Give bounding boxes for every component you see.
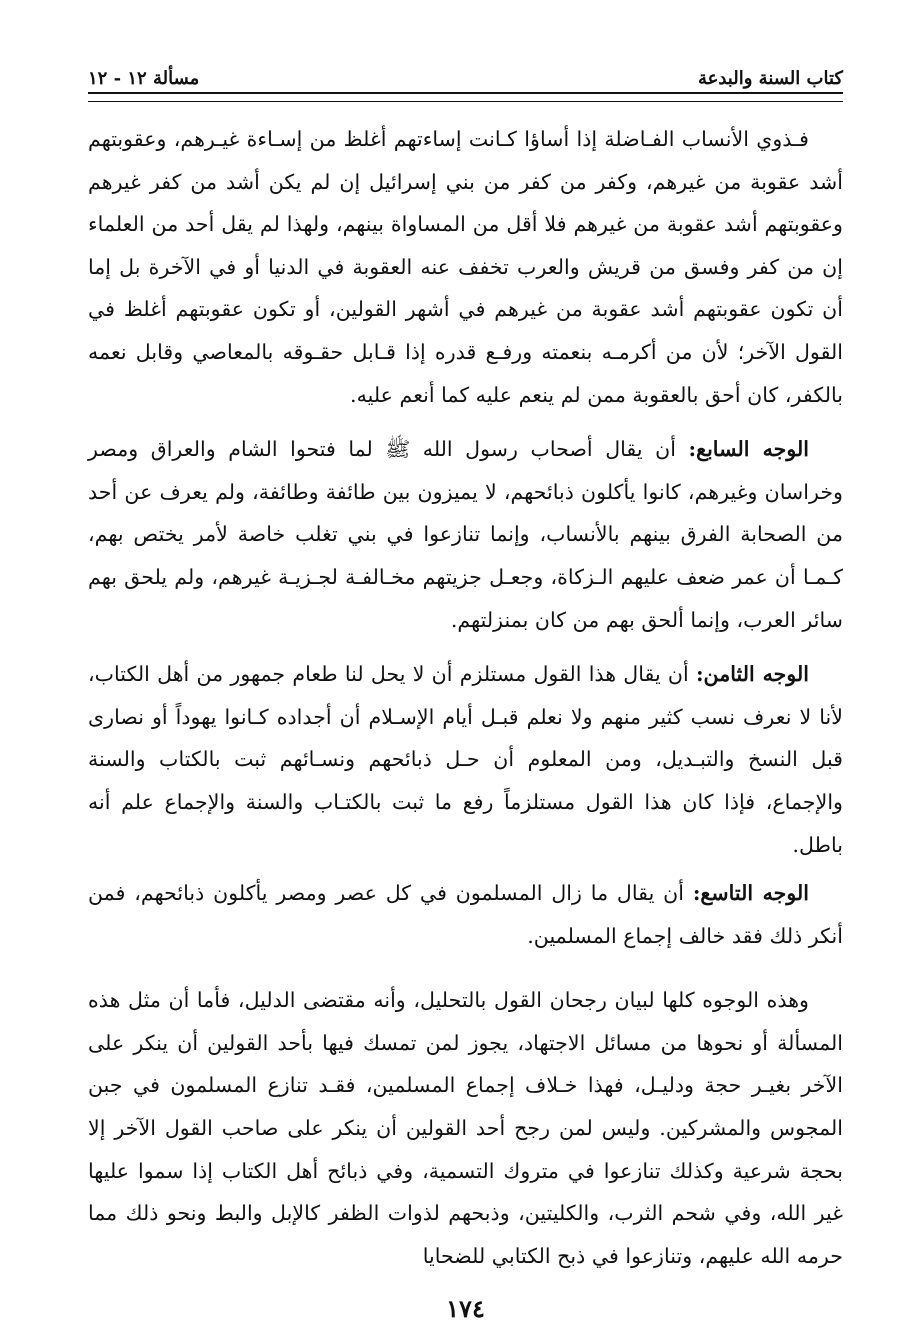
section-heading-ninth: الوجه التاسع: bbox=[692, 881, 809, 906]
page-number: ١٧٤ bbox=[446, 1294, 485, 1323]
paragraph-4-text: أن يقال ما زال المسلمون في كل عصر ومصر يأكلون ذبائحهم، فمن أنكر ذلك فقد خالف إجماع المسلمين. bbox=[88, 881, 843, 948]
header-double-rule bbox=[88, 92, 843, 102]
paragraph-2-text: أن يقال أصحاب رسول الله ﷺ لما فتحوا الشام والعراق ومصر وخراسان وغيرهم، كانوا يأكلون ذبائحهم، لا يميزون بين طائفة وطائفة، ولم يعرف عن أحد من الصحابة الفرق بينهم بالأنساب، وإنما تنازعوا في بني تغلب خاصة لأمر يختص بهم، كـمـا أن عمر ضعف عليهم الـزكاة، وجعـل جزيتهم مخـالفـة لجـزيـة غيرهم، ولم يلحق بهم سائر العرب، وإنما ألحق بهم من كان بمنزلتهم. bbox=[88, 437, 843, 632]
paragraph-5: وهذه الوجوه كلها لبيان رجحان القول بالتحليل، وأنه مقتضى الدليل، فأما أن مثل هذه المسألة أو نحوها من مسائل الاجتهاد، يجوز لمن تمسك فيها بأحد القولين أن ينكر على الآخر بغيـر حجة ودليـل، فهذا خـلاف إجماع المسلمين، فقـد تنازع المسلمون في جبن المجوس والمشركين. وليس لمن رجح أحد القولين أن ينكر على صاحب القول الآخر إلا بحجة شرعية وكذلك تنازعوا في متروك التسمية، وفي ذبائح أهل الكتاب إذا سموا عليها غير الله، وفي شحم الثرب، والكليتين، وذبحهم لذوات الظفر كالإبل والبط ونحو ذلك مما حرمه الله عليهم، وتنازعوا في ذبح الكتابي للضحايا bbox=[88, 988, 843, 1268]
paragraph-2 bbox=[88, 428, 843, 641]
book-title: كتاب السنة والبدعة bbox=[697, 68, 843, 89]
paragraph-1: فـذوي الأنساب الفـاضلة إذا أساؤا كـانت إساءتهم أغلظ من إسـاءة غيـرهم، وعقوبتهم أشد عقوبة من غيرهم، وكفر من كفر من بني إسرائيل إن لم يكن أشد من كفر غيرهم وعقوبتهم أشد عقوبة من غيرهم فلا أقل من المساواة بينهم، ولهذا لم يقل أحد من العلماء إن من كفر وفسق من قريش والعرب تخفف عنه العقوبة في الدنيا أو في الآخرة بل إما أن تكون عقوبتهم أشد عقوبة من غيرهم في أشهر القولين، أو تكون عقوبتهم أغلظ في القول الآخر؛ لأن من أكرمـه بنعمته ورفـع قدره إذا قـابل حقـوقه بالمعاصي وقابل نعمه بالكفر، كان أحق بالعقوبة ممن لم ينعم عليه كما أنعم عليه. bbox=[88, 127, 843, 407]
section-heading-eighth: الوجه الثامن: bbox=[695, 662, 809, 687]
running-header bbox=[88, 54, 843, 88]
body-text bbox=[88, 118, 843, 1277]
issue-number: مسألة ١٢ - ١٢ bbox=[88, 68, 200, 89]
paragraph-4 bbox=[88, 872, 843, 957]
paragraph-3 bbox=[88, 653, 843, 866]
page-frame bbox=[88, 0, 843, 1343]
paragraph-3-text: أن يقال هذا القول مستلزم أن لا يحل لنا طعام جمهور من أهل الكتاب، لأنا لا نعرف نسب كثير منهم ولا نعلم قبـل أيام الإسـلام أن أجداده كـانوا يهوداً أو نصارى قبل النسخ والتبـديل، ومن المعلوم أن حـل ذبائحهم ونسـائهم ثبت بالكتاب والسنة والإجماع، فإذا كان هذا القول مستلزماً رفع ما ثبت بالكتـاب والسنة والإجماع علم أنه باطل. bbox=[88, 662, 844, 857]
section-heading-seventh: الوجه السابع: bbox=[688, 437, 809, 462]
